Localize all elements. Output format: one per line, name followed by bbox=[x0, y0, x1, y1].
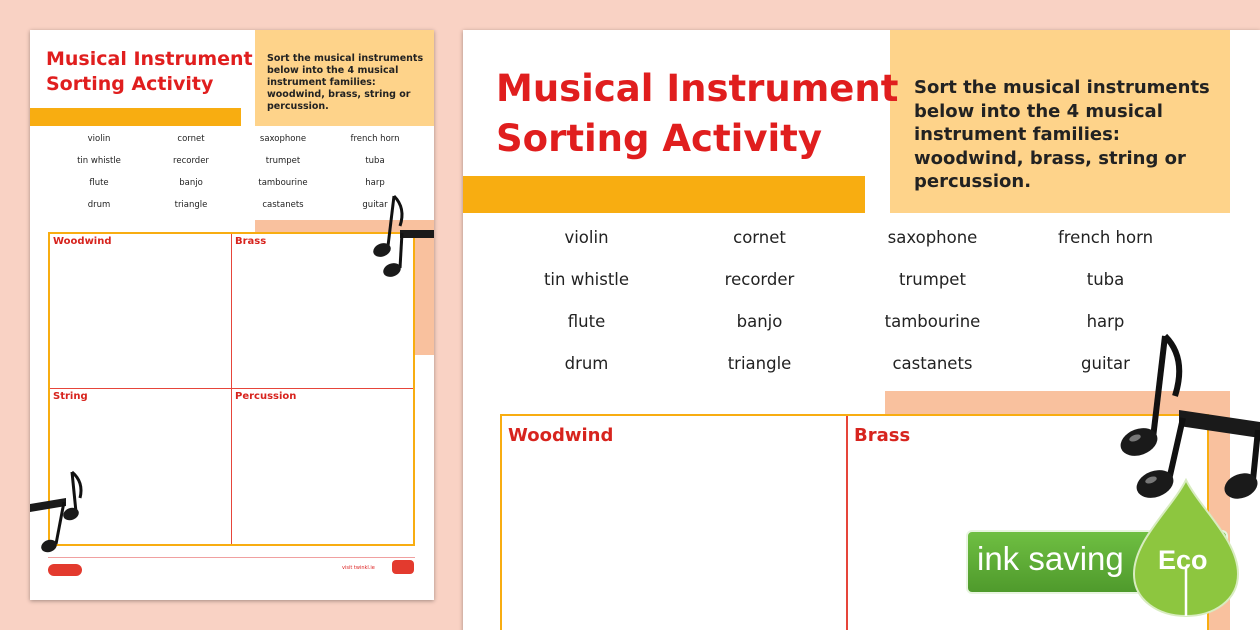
page-title: Musical Instrument Sorting Activity bbox=[46, 48, 253, 95]
instrument-word: banjo bbox=[179, 178, 203, 188]
twinkl-badge-logo bbox=[392, 560, 414, 574]
instrument-word: harp bbox=[1086, 312, 1125, 331]
family-label: Woodwind bbox=[53, 236, 112, 247]
instrument-word: drum bbox=[87, 200, 111, 210]
instrument-word: tambourine bbox=[884, 312, 981, 331]
small-page-preview bbox=[30, 30, 434, 600]
instrument-word: cornet bbox=[177, 134, 205, 144]
instrument-word: flute bbox=[567, 312, 606, 331]
instrument-word: triangle bbox=[727, 354, 792, 373]
instrument-word: recorder bbox=[173, 156, 209, 166]
instrument-word: banjo bbox=[736, 312, 783, 331]
family-box-woodwind bbox=[50, 234, 232, 389]
family-label: Brass bbox=[854, 425, 911, 446]
twinkl-logo bbox=[48, 564, 82, 576]
family-label: Woodwind bbox=[508, 425, 614, 446]
family-box-woodwind bbox=[502, 416, 848, 630]
family-label: String bbox=[53, 391, 88, 402]
eco-badge-text: ink saving bbox=[977, 540, 1124, 577]
instrument-word: flute bbox=[89, 178, 109, 188]
footer-divider bbox=[48, 557, 415, 558]
page-title: Musical Instrument Sorting Activity bbox=[496, 67, 899, 160]
instrument-word: triangle bbox=[174, 200, 208, 210]
sorting-grid bbox=[48, 232, 415, 546]
instrument-word: tambourine bbox=[258, 178, 308, 188]
family-label: Percussion bbox=[235, 391, 297, 402]
title-accent-bar bbox=[463, 176, 865, 213]
instrument-word: saxophone bbox=[259, 134, 307, 144]
instrument-word: french horn bbox=[350, 134, 400, 144]
music-notes-icon bbox=[30, 468, 90, 554]
instrument-word: cornet bbox=[733, 228, 786, 247]
instrument-word: tuba bbox=[365, 156, 385, 166]
instrument-word: guitar bbox=[362, 200, 388, 210]
instructions-text: Sort the musical instruments below into the 4 musical instrument families: woodwind, brass, string or percussion. bbox=[914, 77, 1210, 192]
instrument-word: trumpet bbox=[899, 270, 966, 289]
instrument-word: saxophone bbox=[887, 228, 978, 247]
instrument-word-bank bbox=[500, 224, 1192, 378]
music-notes-icon bbox=[372, 188, 434, 280]
instrument-word: harp bbox=[365, 178, 385, 188]
instrument-word: tuba bbox=[1086, 270, 1125, 289]
instrument-word: violin bbox=[564, 228, 609, 247]
instrument-word: french horn bbox=[1057, 228, 1154, 247]
instrument-word: trumpet bbox=[265, 156, 301, 166]
footer-visit-text: visit twinkl.ie bbox=[342, 565, 375, 571]
instrument-word-bank bbox=[53, 132, 421, 213]
instrument-word: drum bbox=[564, 354, 609, 373]
instrument-word: castanets bbox=[892, 354, 973, 373]
instrument-word: recorder bbox=[724, 270, 795, 289]
instrument-word: guitar bbox=[1081, 354, 1130, 373]
family-label: Brass bbox=[235, 236, 267, 247]
sorting-grid bbox=[500, 414, 1209, 630]
instrument-word: violin bbox=[87, 134, 111, 144]
family-box-percussion bbox=[232, 389, 413, 544]
instrument-word: tin whistle bbox=[77, 156, 121, 166]
instrument-word: tin whistle bbox=[543, 270, 630, 289]
instrument-word: castanets bbox=[262, 200, 304, 210]
eco-label: Eco bbox=[1158, 545, 1208, 575]
title-accent-bar bbox=[30, 108, 241, 126]
instructions-text: Sort the musical instruments below into the 4 musical instrument families: woodwind, brass, string or percussion. bbox=[267, 53, 424, 112]
